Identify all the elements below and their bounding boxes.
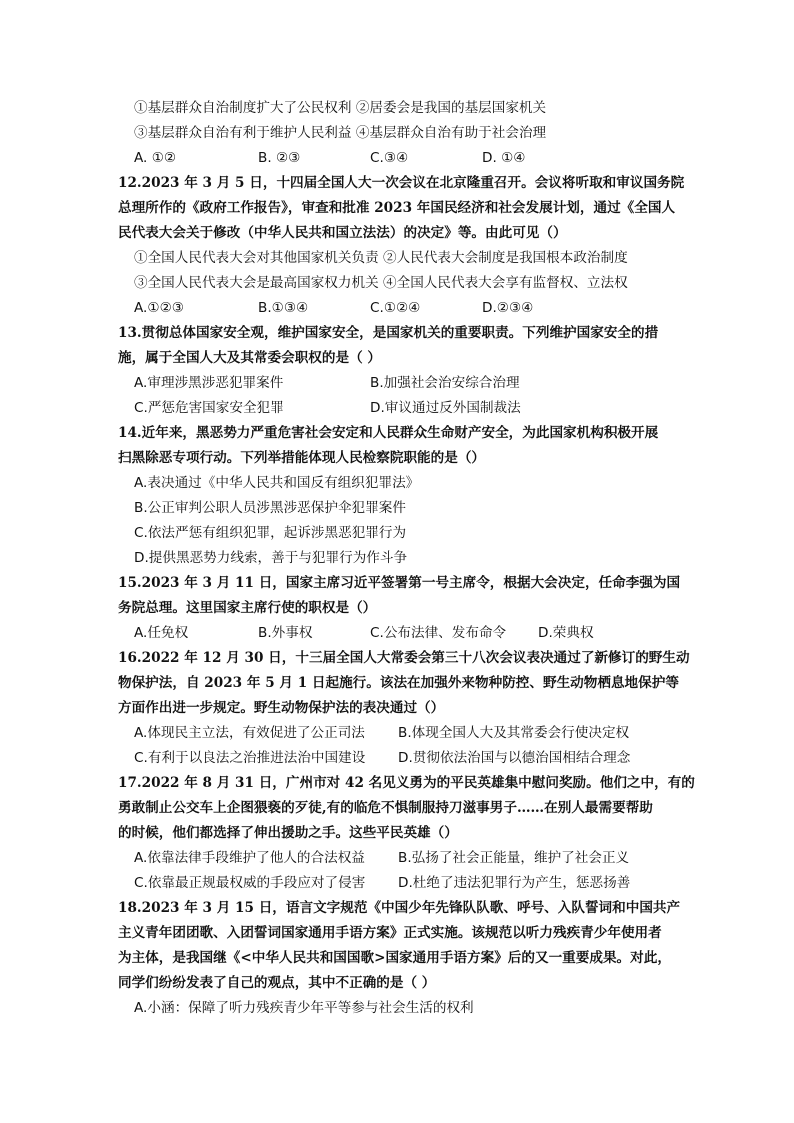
q18-stem-line-1: 18.2023 年 3 月 15 日，语言文字规范《中国少年先锋队队歌、呼号、入队誓词和中国共产 (118, 900, 681, 916)
q11-option-b[interactable]: B. ②③ (258, 150, 301, 166)
q16-stem-line-2: 物保护法，自 2023 年 5 月 1 日起施行。该法在加强外来物种防控、野生动物栖息地保护等 (118, 675, 679, 691)
q17-option-d[interactable]: D.杜绝了违法犯罪行为产生，惩恶扬善 (398, 875, 631, 891)
q15-option-b[interactable]: B.外事权 (258, 625, 313, 641)
q16-option-a[interactable]: A.体现民主立法，有效促进了公正司法 (134, 725, 365, 741)
q13-stem-line-1: 13.贯彻总体国家安全观，维护国家安全，是国家机关的重要职责。下列维护国家安全的措 (118, 325, 659, 341)
q12-stem-line-1: 12.2023 年 3 月 5 日，十四届全国人大一次会议在北京隆重召开。会议将听取和审议国务院 (118, 175, 685, 191)
q13-option-d[interactable]: D.审议通过反外国制裁法 (370, 400, 521, 416)
q15-option-d[interactable]: D.荣典权 (538, 625, 594, 641)
q16-stem-line-3: 方面作出进一步规定。野生动物保护法的表决通过（） (118, 700, 445, 716)
q13-option-c[interactable]: C.严惩危害国家安全犯罪 (134, 400, 284, 416)
q16-option-d[interactable]: D.贯彻依法治国与以德治国相结合理念 (398, 750, 631, 766)
q15-option-a[interactable]: A.任免权 (134, 625, 189, 641)
q16-option-b[interactable]: B.体现全国人大及其常委会行使决定权 (398, 725, 630, 741)
q17-option-b[interactable]: B.弘扬了社会正能量，维护了社会正义 (398, 850, 630, 866)
q15-stem-line-2: 务院总理。这里国家主席行使的职权是（） (118, 600, 377, 616)
q17-option-a[interactable]: A.依靠法律手段维护了他人的合法权益 (134, 850, 365, 866)
q18-stem-line-3: 为主体，是我国继《<中华人民共和国国歌>国家通用手语方案》后的又一重要成果。对此， (118, 950, 671, 966)
q15-stem-line-1: 15.2023 年 3 月 11 日，国家主席习近平签署第一号主席令，根据大会决定，任命李强为国 (118, 575, 681, 591)
q12-option-c[interactable]: C.①②④ (370, 300, 421, 316)
q14-option-c[interactable]: C.依法严惩有组织犯罪，起诉涉黑恶犯罪行为 (134, 525, 407, 541)
q12-stem-line-2: 总理所作的《政府工作报告》，审查和批准 2023 年国民经济和社会发展计划，通过《全国人 (118, 200, 676, 216)
q14-option-a[interactable]: A.表决通过《中华人民共和国反有组织犯罪法》 (134, 475, 420, 491)
q11-option-c[interactable]: C.③④ (370, 150, 409, 166)
q12-item-line-1: ①全国人民代表大会对其他国家机关负责 ②人民代表大会制度是我国根本政治制度 (134, 250, 628, 266)
q17-option-c[interactable]: C.依靠最正规最权威的手段应对了侵害 (134, 875, 366, 891)
q18-stem-line-2: 主义青年团团歌、入团誓词国家通用手语方案》正式实施。该规范以听力残疾青少年使用者 (118, 925, 662, 941)
q14-stem-line-1: 14.近年来，黑恶势力严重危害社会安定和人民群众生命财产安全，为此国家机构积极开展 (118, 425, 659, 441)
q14-option-d[interactable]: D.提供黑恶势力线索，善于与犯罪行为作斗争 (134, 550, 408, 566)
q11-item-line-1: ①基层群众自治制度扩大了公民权利 ②居委会是我国的基层国家机关 (134, 100, 547, 116)
q13-option-b[interactable]: B.加强社会治安综合治理 (370, 375, 520, 391)
q14-option-b[interactable]: B.公正审判公职人员涉黑涉恶保护伞犯罪案件 (134, 500, 406, 516)
q16-stem-line-1: 16.2022 年 12 月 30 日，十三届全国人大常委会第三十八次会议表决通过了新修订的野生动 (118, 650, 690, 666)
q12-option-b[interactable]: B.①③④ (258, 300, 309, 316)
q16-option-c[interactable]: C.有利于以良法之治推进法治中国建设 (134, 750, 366, 766)
q15-option-c[interactable]: C.公布法律、发布命令 (370, 625, 507, 641)
q13-option-a[interactable]: A.审理涉黑涉恶犯罪案件 (134, 375, 284, 391)
q11-option-d[interactable]: D. ①④ (482, 150, 526, 166)
q12-stem-line-3: 民代表大会关于修改（中华人民共和国立法法）的决定》等。由此可见（） (118, 225, 567, 241)
q12-item-line-2: ③全国人民代表大会是最高国家权力机关 ④全国人民代表大会享有监督权、立法权 (134, 275, 628, 291)
q14-stem-line-2: 扫黑除恶专项行动。下列举措能体现人民检察院职能的是（） (118, 450, 486, 466)
q17-stem-line-3: 的时候，他们都选择了伸出援助之手。这些平民英雄（） (118, 825, 458, 841)
q11-option-a[interactable]: A. ①② (134, 150, 177, 166)
q12-option-d[interactable]: D.②③④ (482, 300, 534, 316)
q17-stem-line-2: 勇敢制止公交车上企图猥亵的歹徒,有的临危不惧制服持刀滋事男子……在别人最需要帮助 (118, 800, 653, 816)
q17-stem-line-1: 17.2022 年 8 月 31 日，广州市对 42 名见义勇为的平民英雄集中慰问奖励。他们之中，有的 (118, 775, 695, 791)
q13-stem-line-2: 施，属于全国人大及其常委会职权的是（ ） (118, 350, 382, 366)
q11-item-line-2: ③基层群众自治有利于维护人民利益 ④基层群众自治有助于社会治理 (134, 125, 547, 141)
q18-stem-line-4: 同学们纷纷发表了自己的观点，其中不正确的是（ ） (118, 975, 436, 991)
q12-option-a[interactable]: A.①②③ (134, 300, 184, 316)
q18-option-a[interactable]: A.小涵：保障了听力残疾青少年平等参与社会生活的权利 (134, 1000, 474, 1016)
